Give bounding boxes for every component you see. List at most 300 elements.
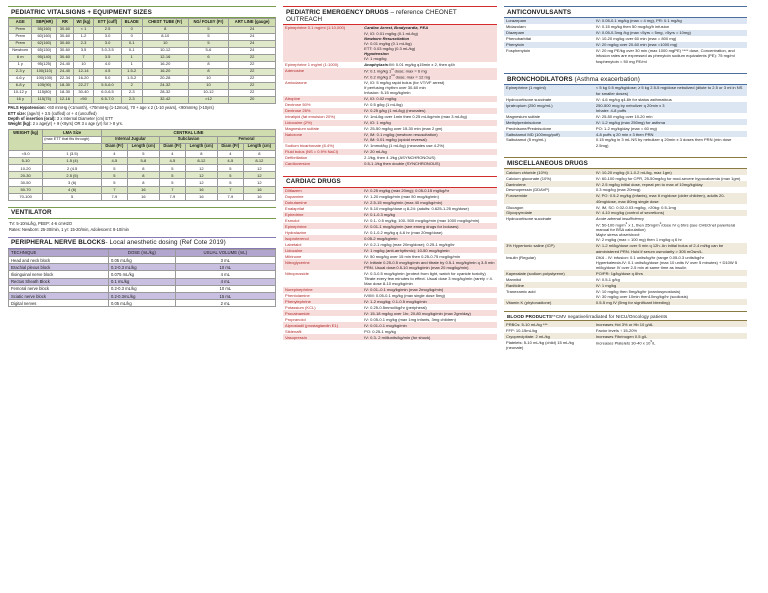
bronchodilators-title: BRONCHODILATORS: [507, 75, 573, 83]
vitals-col-header: ART LINE (gauge): [229, 19, 276, 27]
drug-name: Atropine: [283, 96, 362, 102]
drug-name: Nitroprusside: [283, 270, 362, 286]
drug-name: Cardioversion: [283, 161, 362, 167]
vitals-cell: 22: [229, 68, 276, 75]
drug-row: [504, 193, 747, 204]
table-row: [9, 278, 276, 285]
drug-name: Furosemide: [504, 193, 594, 204]
drug-dose: IV: 1-2 ml/kg/dose over 5 min q 12h. An initial bolus of 2-4 ml/kg can be administered PRN. Hold if serum osmolarity > 305 mOsm/L.: [594, 243, 747, 254]
central-line-cell: 12: [243, 179, 275, 186]
misc-section-title: MISCELLANEOUS DRUGS: [504, 157, 747, 169]
nerveblocks-table: [8, 249, 276, 308]
nerveblocks-col-header: TECHNIQUE: [9, 249, 109, 256]
drug-name: Milrinone: [283, 253, 362, 259]
drug-dose: 0.3 mcg/kg (max 20mcg): [594, 187, 747, 193]
nerveblocks-cell: Femoral nerve block: [9, 285, 109, 292]
nerveblocks-cell: 15 mL: [175, 292, 275, 299]
drug-name: Phenylephrine: [283, 298, 362, 304]
vitals-cell: 5.5-6.0: [94, 82, 121, 89]
drug-name: Midazolam: [504, 24, 594, 30]
vitals-cell: 6.0-6.5: [94, 89, 121, 96]
vitals-cell: 1: [121, 54, 142, 61]
drug-dose: 250-500 mcg by nebulizer q 20min x 3 Inhaler: 4-8 puffs: [594, 102, 747, 113]
vitals-cell: 95(140): [32, 54, 57, 61]
drug-dose: IV: 4-6 mg/kg q4-6h for status asthmaticus: [594, 96, 747, 102]
drug-dose: IV: 0.05-0.1 mg/kg (max 1mg infants, 3mg children): [362, 316, 497, 322]
drug-dose: IV: 0.05-0.1 mg/kg (max = 4 mg), PR: 0.1 mg/kg: [594, 18, 747, 24]
central-line-cell: 4: [102, 150, 128, 157]
table-row: [9, 157, 276, 164]
vitals-cell: 18-30: [57, 82, 73, 89]
drug-name: Norepinephrine: [283, 287, 362, 293]
central-line-cell: 4: [218, 150, 244, 157]
vitals-cell: 12-14: [73, 68, 94, 75]
vitals-cell: 2-3: [121, 89, 142, 96]
drug-name: Methylprednisolone: [504, 119, 594, 125]
drug-dose: IV: 10-20 mg/kg over 60 min (max = 800 mg): [594, 36, 747, 42]
cardiac-section-title: CARDIAC DRUGS: [283, 176, 497, 188]
nerveblocks-col-header: DOSE (mL/kg): [108, 249, 175, 256]
table-row: [9, 82, 276, 89]
drug-name: Defibrillation: [283, 155, 362, 161]
drug-dose: IV: 5-10 mcg/kg/dose q 8-24: (adults: 0.625-1.25 mg/dose): [362, 206, 497, 212]
drug-name: Hydrocortisone succinate: [504, 216, 594, 243]
central-line-cell: 8: [185, 150, 217, 157]
central-line-cell: 4-5: [102, 157, 128, 164]
central-line-cell: 70-100: [9, 193, 43, 200]
drug-dose: IV, IM: 0.1 mg/kg (newborn resuscitation) IV, IM: 0.01 mg/kg (opioid reversal): [362, 132, 497, 143]
drug-name: Diazepam: [504, 30, 594, 36]
central-line-cell: 16: [243, 193, 275, 200]
vitals-cell: 30-60: [57, 40, 73, 47]
drug-row: [504, 175, 747, 181]
vitals-cell: 10-12: [142, 47, 188, 54]
drug-name: Insulin (Regular): [504, 254, 594, 270]
nerveblocks-cell: Sciatic nerve block: [9, 292, 109, 299]
nerveblocks-cell: Head and neck block: [9, 256, 109, 263]
vitals-col-header: RR: [57, 19, 73, 27]
ventilator-section-title: VENTILATOR: [8, 207, 276, 219]
drug-name: Ranitidine: [504, 282, 594, 288]
drug-dose: IV: 60-100 mg/kg for CPR, 25-50mg/kg for mod-severe hypocalcemia (max 1gm): [594, 175, 747, 181]
vitals-cell: 3.0: [94, 33, 121, 40]
drug-dose: 0.5-1 J/kg then double (SYNCHRONOUS): [362, 161, 497, 167]
drug-name: Glucagon: [504, 204, 594, 210]
drug-name: Epinephrine (1 mg/ml): [504, 85, 594, 96]
vitals-cell: 2-3: [121, 96, 142, 103]
table-row: [9, 186, 276, 193]
drug-dose: IV, IO: 1 mg/kg: [362, 120, 497, 126]
drug-name: 3% Hypertonic saline (ICP): [504, 243, 594, 254]
drug-dose: IV: 25-50 mg/kg over 15-30 min (max 2 gm): [362, 126, 497, 132]
central-line-cell: 12: [185, 179, 217, 186]
central-line-cell: 16: [185, 193, 217, 200]
vitals-note: PALS Hypotension: <60 mmHg (<1month), <70mmHg (1-12mos), 70 + age x 2 (1-10 years), <90mmHg (>10yrs): [8, 105, 214, 111]
vitals-cell: 16-20: [142, 68, 188, 75]
vitals-cell: 22: [229, 61, 276, 68]
table-row: [9, 256, 276, 263]
vitals-cell: 22-27: [73, 82, 94, 89]
drug-row: [504, 254, 747, 270]
drug-dose: IV: 0.5-1 g/kg: [594, 276, 747, 282]
vitals-cell: 30-40: [73, 89, 94, 96]
drug-row: [504, 288, 747, 299]
nerveblocks-cell: 0.2-0.3 mL/kg: [108, 264, 175, 271]
drug-dose: 0.15 mg/kg in 3 mL NS by nebulizer q 20min x 3 doses then PRN (min dose 2.5mg): [594, 137, 747, 148]
nerveblocks-cell: 3 mL: [175, 256, 275, 263]
vitals-col-header: NG/ FOLEY (Fr): [188, 19, 229, 27]
vitals-cell: 1: [121, 61, 142, 68]
drug-name: Ipratropium (250 mcg/mL): [504, 102, 594, 113]
drug-name: Procainamide: [283, 310, 362, 316]
drug-dose: 0.5-5 mg IV (5mg for significant bleeding): [594, 299, 747, 305]
drug-dose: IV: 0.1-0.3 mg/kg: [362, 212, 497, 218]
vitals-cell: 5.0: [94, 75, 121, 82]
central-line-cell: 5-10: [9, 157, 43, 164]
central-line-subheader: Diam (Fr): [160, 143, 186, 150]
vitals-age-cell: 2-3 y: [9, 68, 32, 75]
drug-row: [283, 114, 497, 120]
drug-dose: Acute adrenal insufficiency IV: 50-100 $mg/m^2$ x 1, then $25mg/m^2$/dose IV q 6hrs (see CHEOnet parenteral manual for BSA calculation) Major stress dose/shock IV: 2 mg/kg (max = 100 mg) then 1 mg/kg q 6 hr: [594, 216, 747, 243]
drug-name: Salbutamol (5 mg/mL): [504, 137, 594, 148]
central-line-cell: 20-30: [9, 172, 43, 179]
drug-row: [283, 80, 497, 96]
nerveblocks-cell: 2 mL: [175, 300, 275, 307]
drug-dose: IV: 20 mL/kg: [362, 149, 497, 155]
central-line-cell: 5: [218, 165, 244, 172]
vitals-cell: 100(110): [32, 68, 57, 75]
drug-dose: IV: Initiate 0.25-0.5 mcg/kg/min and titrate by 0.5-1 mcg/kg/min q 3-5 min PRN. Usual dose:0.5-10 mcg/kg/min (max 20 mcg/kg/min): [362, 259, 497, 270]
central-line-cell: 5: [218, 172, 244, 179]
vitals-cell: 0-1: [121, 40, 142, 47]
vitals-cell: 55(160): [32, 26, 57, 33]
vitals-col-header: SBP(HR): [32, 19, 57, 27]
vitals-cell: 22: [229, 75, 276, 82]
vitals-cell: >12: [188, 96, 229, 103]
central-line-cell: 50-70: [9, 186, 43, 193]
vitals-age-cell: 16 y: [9, 96, 32, 103]
drug-dose: IV: 0.1- 0.5 mg/kg; 100- 500 mcg/kg/min (max 1000 mcg/kg/min): [362, 217, 497, 223]
vitals-age-cell: Prem: [9, 26, 32, 33]
drug-dose: IV: 15-18 mg/kg over 1hr, 20-80 mcg/kg/min (max 2gm/day): [362, 310, 497, 316]
vitals-cell: 30-60: [57, 33, 73, 40]
drug-name: Salbutamol MD (100mcg/puff): [504, 131, 594, 137]
vitals-cell: 95(125): [32, 61, 57, 68]
vitals-cell: 3.5: [94, 54, 121, 61]
central-line-cell: 1.5 (4): [43, 157, 102, 164]
vitals-cell: 30-60: [57, 47, 73, 54]
drug-name: Adenosine: [283, 68, 362, 80]
central-line-cell: 4-5: [160, 157, 186, 164]
table-row: [9, 264, 276, 271]
vitals-cell: 1.5-2: [121, 75, 142, 82]
central-line-cell: 1 (3.5): [43, 150, 102, 157]
central-line-cell: 7: [102, 186, 128, 193]
central-line-cell: 5: [160, 172, 186, 179]
drug-dose: Anaphylaxis:IM: 0.01 mg/kg q15min x 2, then q4h: [362, 62, 497, 68]
nerveblocks-cell: 10 mL: [175, 285, 275, 292]
drug-row: [504, 339, 747, 350]
vitals-cell: 24-40: [57, 61, 73, 68]
lma-header: LMA Size: [43, 129, 102, 136]
drug-dose: IV: 25-50 mg/kg over 10-20 min: [594, 113, 747, 119]
vitals-cell: 1.5-2: [121, 68, 142, 75]
central-line-subheader: Length (cm): [127, 143, 159, 150]
vitals-cell: 4.5: [94, 68, 121, 75]
vitals-cell: 2.5: [94, 26, 121, 33]
table-row: [9, 40, 276, 47]
vitals-cell: 10: [188, 82, 229, 89]
drug-dose: IV: 0.2-1 mg/kg (max 20mg/dose); 0.25-1 mg/kg/hr: [362, 241, 497, 247]
drug-row: [283, 25, 497, 62]
nerveblocks-cell: 0.2-0.3 mL/kg: [108, 285, 175, 292]
vitals-cell: 60(160): [32, 33, 57, 40]
blood-subtitle: **CMV negative/irradiated for NICU/Oncology patients: [552, 313, 668, 319]
central-line-cell: 8: [243, 150, 275, 157]
central-line-cell: 16: [185, 186, 217, 193]
vitals-col-header: CHEST TUBE (Fr): [142, 19, 188, 27]
central-line-subheader: Diam (Fr): [102, 143, 128, 150]
emergency-subtitle: – reference CHEONET OUTREACH: [286, 8, 457, 23]
vitals-cell: 20: [229, 96, 276, 103]
central-line-cell: 8: [127, 172, 159, 179]
central-line-cell: 16: [127, 186, 159, 193]
central-line-cell: 7: [160, 186, 186, 193]
drug-dose: IV: 0.3- 2 milliunits/kg/min (for shock): [362, 334, 497, 340]
drug-name: Vasopressin: [283, 334, 362, 340]
emergency-drugs-table: [283, 25, 497, 167]
vitals-cell: 22: [229, 82, 276, 89]
drug-dose: IV: 2.5-15 mcg/kg/min (max 40 mcg/kg/min): [362, 200, 497, 206]
bronchodilators-subtitle: (Asthma exacerbation): [572, 75, 640, 83]
drug-name: Dantrolene: [504, 181, 594, 187]
ventilator-line: Rates: Newborn: 25-30/min, 1 yr: 15-20/min, Adolescent: 8-10/min: [9, 226, 129, 232]
drug-dose: Increases Fibrinogen 0.5 g/L: [594, 333, 747, 339]
vitals-cell: 5: [188, 33, 229, 40]
vitals-cell: 2: [121, 82, 142, 89]
drug-dose: IV: 0.3-0.5 mcg/kg/min (protect from light, watch for cyanide toxicity) Titrate every few minutes to effect. Usual dose 3 mcg/kg/min (rarely > 4. Max dose 8-10 mcg/kg/min: [362, 270, 497, 286]
nerveblocks-cell: 0.075 mL/kg: [108, 271, 175, 278]
group-subclavian: Subclavian: [160, 136, 218, 143]
drug-dose: IV: 0.15 mg/kg then 50 mcg/kg/h infusion: [594, 24, 747, 30]
central-line-cell: 12: [185, 172, 217, 179]
group-femoral: Femoral: [218, 136, 276, 143]
drug-row: [504, 48, 747, 64]
drug-name: Epinephrine 0.1 mg/ml (1:10,000): [283, 25, 362, 62]
vitals-cell: 6.5-7.0: [94, 96, 121, 103]
drug-row: [504, 243, 747, 254]
vitals-cell: 3.5: [73, 47, 94, 54]
vitals-cell: 12-16: [57, 96, 73, 103]
drug-dose: 2 J/kg, then 4 J/kg (ASYNCHRONOUS): [362, 155, 497, 161]
column-middle: [283, 6, 497, 350]
drug-dose: IV: 20 mg/kg over 20-60 min (max =1000 mg): [594, 42, 747, 48]
blood-products-table: [504, 321, 747, 350]
drug-dose: IV, IO: 0.02 mg/kg: [362, 96, 497, 102]
vitals-cell: 4.0: [94, 61, 121, 68]
vitals-cell: 30-60: [57, 54, 73, 61]
drug-dose: IV: 1-20 mcg/kg/min (max 50 mcg/kg/min): [362, 194, 497, 200]
vitals-cell: < 1: [73, 26, 94, 33]
vitals-cell: 22: [229, 89, 276, 96]
drug-name: Potassium (KCL): [283, 304, 362, 310]
vitals-cell: 24: [229, 47, 276, 54]
drug-name: Fluid bolus (NS = 0.9% NaCl): [283, 149, 362, 155]
emergency-title: PEDIATRIC EMERGENCY DRUGS: [286, 8, 389, 16]
drug-name: Nitroglycerine: [283, 259, 362, 270]
table-row: [9, 193, 276, 200]
vitals-cell: 18-30: [57, 89, 73, 96]
nerveblocks-cell: 0.1 mL/kg: [108, 278, 175, 285]
drug-dose: IV: 50 mcg/kg over 15 min then 0.25-0.75 mcg/kg/min: [362, 253, 497, 259]
lma-note: (max ETT that fits through): [43, 136, 102, 143]
table-header-row: [9, 19, 276, 27]
blood-title: BLOOD PRODUCTS: [507, 313, 553, 319]
vitalsigns-notes: [8, 105, 276, 126]
drug-name: Phenobarbital: [504, 36, 594, 42]
drug-name: Lidocaine (2%): [283, 120, 362, 126]
drug-name: Dobutamine: [283, 200, 362, 206]
drug-dose: IV: 0.25 mg/kg (max 20mg); 0.05-0.15 mg/kg/hr: [362, 188, 497, 194]
drug-name: Lorazepam: [504, 18, 594, 24]
drug-dose: IV: 1mL/kg over 1min then 0.25 mL/kg/min (max 3 mL/kg): [362, 114, 497, 120]
central-line-cell: 4-5: [218, 157, 244, 164]
central-line-cell: <5.0: [9, 150, 43, 157]
drug-row: [283, 259, 497, 270]
vitals-age-cell: 1 y: [9, 61, 32, 68]
vitals-cell: 5-6: [188, 47, 229, 54]
central-line-cell: 7-9: [160, 193, 186, 200]
vitals-cell: 10: [188, 75, 229, 82]
drug-name: Intralipid (fat emulsion 20%): [283, 114, 362, 120]
drug-row: [283, 334, 497, 340]
drug-dose: IV: 1mmol/kg (1 mL/kg) (neonates use 4.2%): [362, 143, 497, 149]
drug-name: Naloxone: [283, 132, 362, 143]
bronchodilators-section-title: [504, 73, 747, 85]
table-row: [9, 271, 276, 278]
drug-name: Dopamine: [283, 194, 362, 200]
vitals-col-header: Wt (kg): [73, 19, 94, 27]
drug-dose: 4-8 puffs q 20 min x 3 then PRN: [594, 131, 747, 137]
nerveblocks-col-header: USUAL VOLUME (mL): [175, 249, 275, 256]
central-line-cell: 3 (6): [43, 179, 102, 186]
drug-name: FFP: 10-15mL/kg: [504, 327, 594, 333]
vitals-cell: >50: [73, 96, 94, 103]
drug-name: Phentolamine: [283, 293, 362, 299]
vitals-cell: 8-10: [142, 33, 188, 40]
column-left: [8, 6, 276, 350]
vitals-cell: 24-40: [57, 68, 73, 75]
drug-row: [504, 85, 747, 96]
drug-row: [504, 137, 747, 148]
drug-dose: IV: 0.25-0.5mmol/kg/hr (peripheral): [362, 304, 497, 310]
drug-name: Labetalol: [283, 241, 362, 247]
vitals-cell: 20-28: [142, 75, 188, 82]
drug-dose: < 5 kg 0.5 mg/kg/dose; ≥ 5 kg 2.5-5 mg/dose nebulized (dilute to 2.5 or 3 ml in NS for smaller doses): [594, 85, 747, 96]
drug-name: Mannitol: [504, 276, 594, 282]
vitals-age-cell: 4-6 y: [9, 75, 32, 82]
central-line-cell: 5: [160, 179, 186, 186]
nerveblocks-cell: 4 mL: [175, 271, 275, 278]
table-row: [9, 75, 276, 82]
column-right: [504, 6, 747, 350]
central-line-cell: 12: [243, 165, 275, 172]
vitals-cell: 30-60: [57, 26, 73, 33]
vitals-cell: 16-20: [142, 61, 188, 68]
central-line-cell: 12: [243, 172, 275, 179]
central-line-cell: 2.5 (5): [43, 172, 102, 179]
vitals-col-header: BLADE: [121, 19, 142, 27]
vitals-cell: 10: [73, 61, 94, 68]
drug-dose: IV: 1-2 mcg/kg; 0.1-0.5 mcg/kg/min: [362, 298, 497, 304]
drug-name: Desmopressin (DDAVP): [504, 187, 594, 193]
vitals-col-header: AGE: [9, 19, 32, 27]
drug-dose: IV: 1 mg/kg: [594, 282, 747, 288]
vitals-col-header: ETT (cuff): [94, 19, 121, 27]
central-line-cell: 7-9: [102, 193, 128, 200]
drug-dose: 0.05-2 mcg/kg/min: [362, 235, 497, 241]
drug-name: Alprostadil (prostaglandin E1): [283, 322, 362, 328]
drug-dose: IV/IM: 0.05-0.1 mg/kg (max single dose 5mg): [362, 293, 497, 299]
nerveblocks-cell: 4 mL: [175, 278, 275, 285]
vitals-cell: 0: [121, 26, 142, 33]
vitals-cell: 115(75): [32, 96, 57, 103]
central-line-cell: 8-12: [243, 157, 275, 164]
blood-section-title: [504, 311, 747, 321]
vitalsigns-table: [8, 18, 276, 104]
vitals-cell: 8: [188, 61, 229, 68]
ventilator-body: [8, 219, 276, 237]
vitals-cell: 10: [142, 40, 188, 47]
vitals-cell: 10-12: [188, 89, 229, 96]
nerveblocks-cell: Ilioinguinal nerve block: [9, 271, 109, 278]
vitals-cell: 0: [121, 33, 142, 40]
vitals-cell: 3.0: [94, 40, 121, 47]
drug-dose: IV: 0.5 g/kg (1 mL/kg): [362, 102, 497, 108]
vitals-cell: 65(150): [32, 47, 57, 54]
vitals-age-cell: Prem: [9, 40, 32, 47]
drug-row: [504, 102, 747, 113]
drug-dose: IV: 0.1-0.2 mg/kg q 4-6 hr (max 20mg/dose): [362, 229, 497, 235]
drug-name: Amiodarone: [283, 80, 362, 96]
weight-header: WEIGHT (kg): [9, 129, 43, 150]
vitals-cell: 12-16: [142, 54, 188, 61]
vitals-age-cell: 6 m: [9, 54, 32, 61]
vitals-cell: 62(160): [32, 40, 57, 47]
nerveblocks-cell: Digital nerves: [9, 300, 109, 307]
nerveblocks-title: PERIPHERAL NERVE BLOCKS: [11, 239, 106, 247]
vitals-cell: 100(100): [32, 75, 57, 82]
drug-dose: IV: 10-20 mg/kg (0.1-0.2 mL/kg, max 1gm): [594, 169, 747, 175]
central-line-cell: 16: [243, 186, 275, 193]
vitals-note: Weight (kg): 2 x age(yr) + 9 (<8yrs) OR 3 x age (yr) for > 8 yrs.: [8, 121, 123, 127]
drug-dose: Increases Hct 3% or Hb 10 g/dL: [594, 321, 747, 327]
drug-name: Lidocaine: [283, 247, 362, 253]
drug-dose: IV: 1-2 mg/kg (max 250mg) for asthma: [594, 119, 747, 125]
central-line-cell: 5: [218, 179, 244, 186]
vitals-cell: 24: [229, 33, 276, 40]
drug-name: Phenytoin: [504, 42, 594, 48]
vitals-cell: 3.0-3.5: [94, 47, 121, 54]
drug-name: Prednisone/Prednisolone: [504, 125, 594, 131]
table-row: [9, 68, 276, 75]
vitals-cell: 5: [188, 40, 229, 47]
misc-drugs-table: [504, 169, 747, 305]
drug-name: Tranexamic acid: [504, 288, 594, 299]
drug-name: Sildenafil: [283, 328, 362, 334]
central-line-cell: 7: [218, 186, 244, 193]
vitalsigns-section-title: PEDIATRIC VITALSIGNS + EQUIPMENT SIZES: [8, 6, 276, 18]
